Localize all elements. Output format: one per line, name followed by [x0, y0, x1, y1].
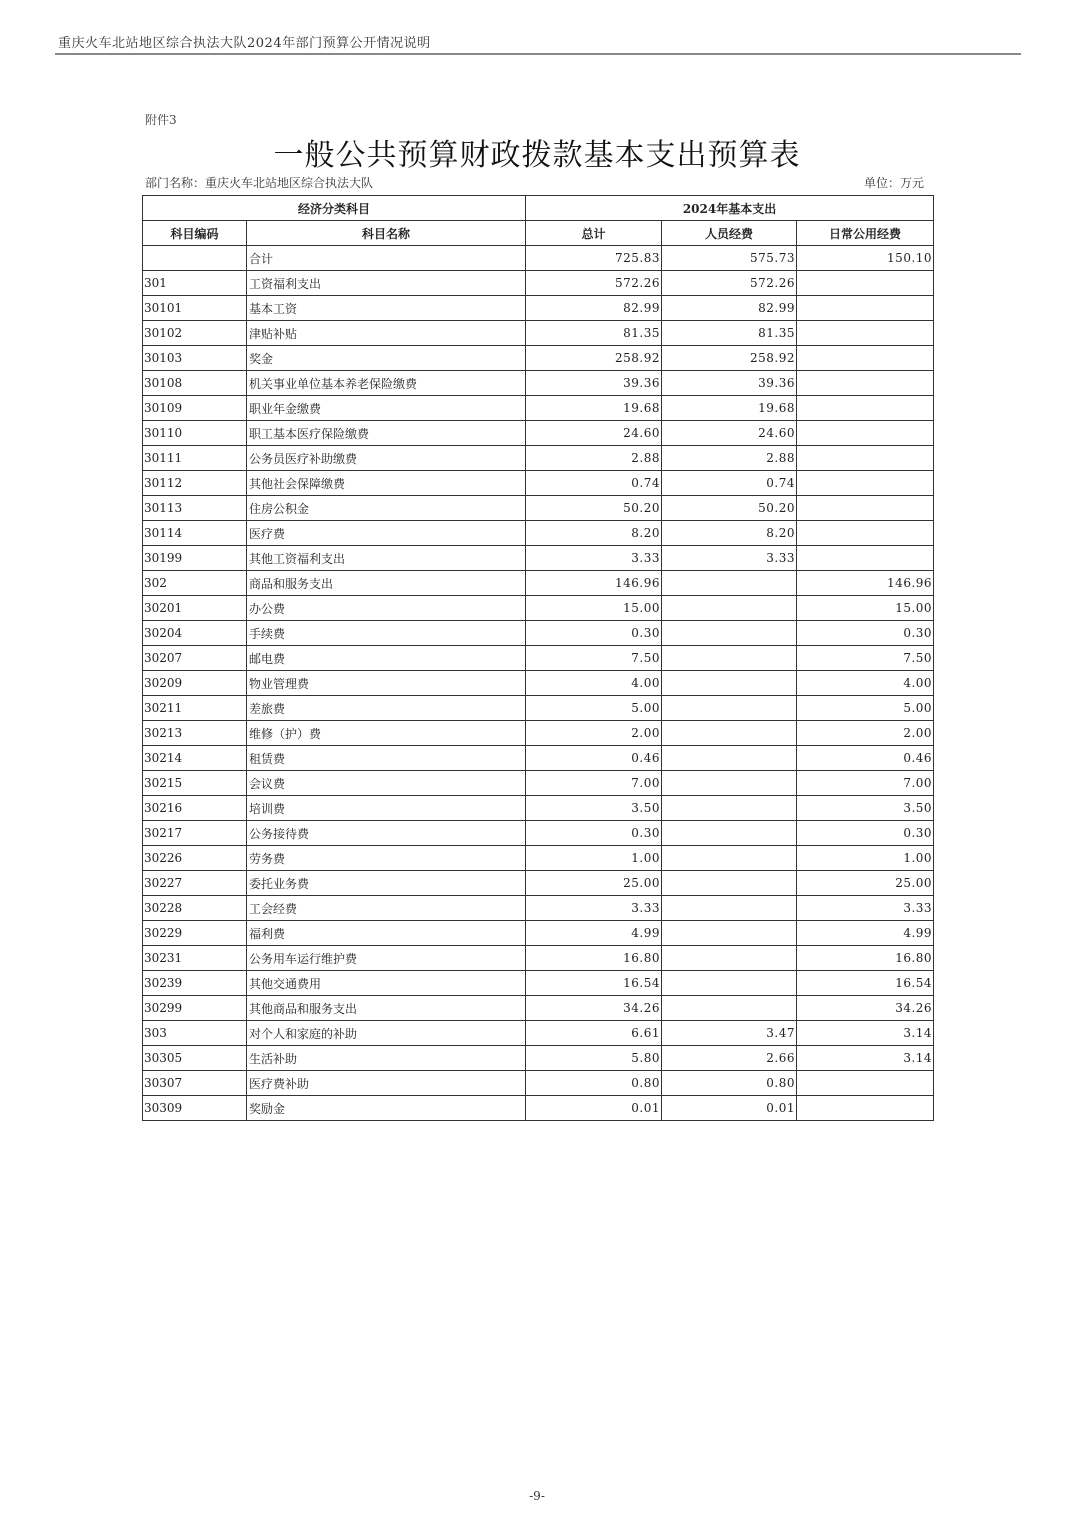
cell-public: 2.00	[797, 721, 934, 746]
cell-code: 30109	[143, 396, 247, 421]
cell-public	[797, 546, 934, 571]
cell-personnel	[662, 796, 797, 821]
cell-name: 奖励金	[247, 1096, 526, 1121]
cell-code: 30227	[143, 871, 247, 896]
table-row	[143, 596, 934, 621]
cell-total: 4.00	[526, 671, 662, 696]
table-row	[143, 621, 934, 646]
cell-total: 5.80	[526, 1046, 662, 1071]
table-row	[143, 246, 934, 271]
cell-total: 6.61	[526, 1021, 662, 1046]
cell-name: 奖金	[247, 346, 526, 371]
cell-personnel: 0.80	[662, 1071, 797, 1096]
cell-public: 4.99	[797, 921, 934, 946]
table-row	[143, 996, 934, 1021]
cell-name: 公务用车运行维护费	[247, 946, 526, 971]
cell-public: 0.46	[797, 746, 934, 771]
cell-code: 30305	[143, 1046, 247, 1071]
cell-personnel	[662, 996, 797, 1021]
cell-personnel: 3.33	[662, 546, 797, 571]
cell-code: 30307	[143, 1071, 247, 1096]
cell-code: 30214	[143, 746, 247, 771]
header-name: 科目名称	[247, 221, 526, 246]
cell-total: 3.50	[526, 796, 662, 821]
cell-code: 30309	[143, 1096, 247, 1121]
table-row	[143, 496, 934, 521]
table-row	[143, 771, 934, 796]
cell-code: 30215	[143, 771, 247, 796]
cell-total: 2.88	[526, 446, 662, 471]
cell-public	[797, 471, 934, 496]
table-row	[143, 521, 934, 546]
cell-name: 工会经费	[247, 896, 526, 921]
cell-code: 30216	[143, 796, 247, 821]
cell-name: 住房公积金	[247, 496, 526, 521]
cell-public: 4.00	[797, 671, 934, 696]
cell-public: 0.30	[797, 621, 934, 646]
table-row	[143, 971, 934, 996]
table-row	[143, 346, 934, 371]
cell-total: 50.20	[526, 496, 662, 521]
cell-personnel	[662, 771, 797, 796]
cell-code: 30217	[143, 821, 247, 846]
cell-name: 机关事业单位基本养老保险缴费	[247, 371, 526, 396]
table-row	[143, 446, 934, 471]
cell-code: 30209	[143, 671, 247, 696]
cell-personnel	[662, 871, 797, 896]
cell-code: 30204	[143, 621, 247, 646]
table-row	[143, 396, 934, 421]
cell-total: 0.01	[526, 1096, 662, 1121]
cell-total: 4.99	[526, 921, 662, 946]
cell-public: 3.14	[797, 1046, 934, 1071]
table-row	[143, 846, 934, 871]
cell-name: 委托业务费	[247, 871, 526, 896]
cell-public	[797, 321, 934, 346]
table-column-header-row	[143, 221, 934, 246]
attachment-label: 附件3	[145, 113, 177, 127]
cell-public: 34.26	[797, 996, 934, 1021]
cell-public: 0.30	[797, 821, 934, 846]
cell-name: 福利费	[247, 921, 526, 946]
cell-total: 39.36	[526, 371, 662, 396]
cell-total: 19.68	[526, 396, 662, 421]
header-code: 科目编码	[143, 221, 247, 246]
cell-personnel: 19.68	[662, 396, 797, 421]
table-row	[143, 646, 934, 671]
cell-name: 其他商品和服务支出	[247, 996, 526, 1021]
cell-public	[797, 1071, 934, 1096]
cell-code: 30112	[143, 471, 247, 496]
cell-public: 150.10	[797, 246, 934, 271]
cell-personnel	[662, 671, 797, 696]
table-row	[143, 871, 934, 896]
table-row	[143, 421, 934, 446]
cell-personnel: 39.36	[662, 371, 797, 396]
header-basic-expenditure: 2024年基本支出	[526, 196, 934, 221]
cell-public: 25.00	[797, 871, 934, 896]
cell-name: 培训费	[247, 796, 526, 821]
cell-name: 物业管理费	[247, 671, 526, 696]
cell-total: 8.20	[526, 521, 662, 546]
table-row	[143, 271, 934, 296]
cell-name: 其他交通费用	[247, 971, 526, 996]
cell-public: 3.33	[797, 896, 934, 921]
table-row	[143, 371, 934, 396]
cell-code: 30228	[143, 896, 247, 921]
cell-total: 7.50	[526, 646, 662, 671]
cell-name: 差旅费	[247, 696, 526, 721]
cell-name: 医疗费补助	[247, 1071, 526, 1096]
cell-code: 30111	[143, 446, 247, 471]
cell-public: 3.50	[797, 796, 934, 821]
cell-total: 82.99	[526, 296, 662, 321]
cell-total: 7.00	[526, 771, 662, 796]
cell-personnel	[662, 821, 797, 846]
cell-name: 医疗费	[247, 521, 526, 546]
cell-total: 24.60	[526, 421, 662, 446]
cell-name: 维修（护）费	[247, 721, 526, 746]
page-number: -9-	[529, 1489, 545, 1503]
header-economic-classification: 经济分类科目	[143, 196, 526, 221]
cell-public	[797, 521, 934, 546]
department-label: 部门名称：重庆火车北站地区综合执法大队	[145, 176, 374, 190]
cell-public	[797, 371, 934, 396]
cell-code: 30201	[143, 596, 247, 621]
cell-total: 16.80	[526, 946, 662, 971]
budget-table	[142, 195, 934, 1121]
table-row	[143, 896, 934, 921]
cell-public: 15.00	[797, 596, 934, 621]
cell-personnel	[662, 746, 797, 771]
table-row	[143, 546, 934, 571]
cell-public: 3.14	[797, 1021, 934, 1046]
cell-total: 0.30	[526, 621, 662, 646]
table-row	[143, 1046, 934, 1071]
table-row	[143, 1071, 934, 1096]
cell-code: 30199	[143, 546, 247, 571]
table-row	[143, 1021, 934, 1046]
cell-total: 1.00	[526, 846, 662, 871]
cell-code: 30213	[143, 721, 247, 746]
table-row	[143, 821, 934, 846]
table-row	[143, 696, 934, 721]
cell-personnel: 572.26	[662, 271, 797, 296]
cell-name: 劳务费	[247, 846, 526, 871]
cell-personnel: 0.74	[662, 471, 797, 496]
table-row	[143, 796, 934, 821]
cell-code: 301	[143, 271, 247, 296]
cell-name: 公务接待费	[247, 821, 526, 846]
cell-total: 146.96	[526, 571, 662, 596]
cell-public: 5.00	[797, 696, 934, 721]
table-group-header-row	[143, 196, 934, 221]
cell-name: 工资福利支出	[247, 271, 526, 296]
cell-personnel	[662, 921, 797, 946]
cell-total: 3.33	[526, 546, 662, 571]
cell-total: 0.74	[526, 471, 662, 496]
cell-total: 572.26	[526, 271, 662, 296]
cell-code: 30229	[143, 921, 247, 946]
cell-public	[797, 346, 934, 371]
cell-personnel: 2.66	[662, 1046, 797, 1071]
cell-code: 30114	[143, 521, 247, 546]
cell-personnel: 82.99	[662, 296, 797, 321]
cell-personnel: 258.92	[662, 346, 797, 371]
cell-name: 其他社会保障缴费	[247, 471, 526, 496]
cell-public: 16.80	[797, 946, 934, 971]
table-body	[143, 246, 934, 1121]
cell-code	[143, 246, 247, 271]
cell-public: 146.96	[797, 571, 934, 596]
cell-name: 手续费	[247, 621, 526, 646]
cell-total: 258.92	[526, 346, 662, 371]
cell-public	[797, 396, 934, 421]
cell-total: 25.00	[526, 871, 662, 896]
cell-code: 30108	[143, 371, 247, 396]
table-row	[143, 296, 934, 321]
cell-total: 15.00	[526, 596, 662, 621]
cell-name: 会议费	[247, 771, 526, 796]
cell-code: 30226	[143, 846, 247, 871]
table-row	[143, 671, 934, 696]
cell-code: 302	[143, 571, 247, 596]
cell-name: 其他工资福利支出	[247, 546, 526, 571]
header-rule	[55, 53, 1021, 55]
cell-name: 办公费	[247, 596, 526, 621]
cell-name: 职工基本医疗保险缴费	[247, 421, 526, 446]
table-row	[143, 1096, 934, 1121]
cell-total: 0.80	[526, 1071, 662, 1096]
table-row	[143, 471, 934, 496]
cell-public: 7.00	[797, 771, 934, 796]
cell-personnel: 8.20	[662, 521, 797, 546]
cell-personnel	[662, 596, 797, 621]
cell-name: 租赁费	[247, 746, 526, 771]
cell-public: 7.50	[797, 646, 934, 671]
cell-name: 基本工资	[247, 296, 526, 321]
cell-code: 30102	[143, 321, 247, 346]
header-public: 日常公用经费	[797, 221, 934, 246]
cell-code: 30103	[143, 346, 247, 371]
cell-public: 1.00	[797, 846, 934, 871]
page-title: 一般公共预算财政拨款基本支出预算表	[273, 138, 801, 173]
cell-code: 30110	[143, 421, 247, 446]
table-row	[143, 571, 934, 596]
table-row	[143, 921, 934, 946]
cell-personnel	[662, 846, 797, 871]
cell-personnel: 2.88	[662, 446, 797, 471]
cell-personnel	[662, 571, 797, 596]
cell-personnel	[662, 971, 797, 996]
cell-personnel	[662, 896, 797, 921]
header-personnel: 人员经费	[662, 221, 797, 246]
cell-total: 16.54	[526, 971, 662, 996]
cell-total: 3.33	[526, 896, 662, 921]
cell-name: 对个人和家庭的补助	[247, 1021, 526, 1046]
running-header: 重庆火车北站地区综合执法大队2024年部门预算公开情况说明	[58, 36, 431, 51]
cell-personnel: 0.01	[662, 1096, 797, 1121]
cell-total: 34.26	[526, 996, 662, 1021]
cell-public	[797, 271, 934, 296]
cell-name: 公务员医疗补助缴费	[247, 446, 526, 471]
cell-code: 30239	[143, 971, 247, 996]
cell-name: 邮电费	[247, 646, 526, 671]
table-row	[143, 746, 934, 771]
cell-code: 30101	[143, 296, 247, 321]
cell-name: 生活补助	[247, 1046, 526, 1071]
cell-code: 30231	[143, 946, 247, 971]
cell-personnel	[662, 646, 797, 671]
cell-public	[797, 296, 934, 321]
cell-personnel: 575.73	[662, 246, 797, 271]
cell-personnel	[662, 621, 797, 646]
table-row	[143, 321, 934, 346]
table-row	[143, 721, 934, 746]
cell-public	[797, 421, 934, 446]
cell-public	[797, 1096, 934, 1121]
cell-public: 16.54	[797, 971, 934, 996]
cell-name: 职业年金缴费	[247, 396, 526, 421]
cell-total: 2.00	[526, 721, 662, 746]
cell-code: 30113	[143, 496, 247, 521]
cell-total: 0.30	[526, 821, 662, 846]
cell-code: 30299	[143, 996, 247, 1021]
cell-personnel: 50.20	[662, 496, 797, 521]
cell-total: 5.00	[526, 696, 662, 721]
cell-personnel: 81.35	[662, 321, 797, 346]
cell-code: 30207	[143, 646, 247, 671]
cell-name: 津贴补贴	[247, 321, 526, 346]
table-row	[143, 946, 934, 971]
cell-personnel: 3.47	[662, 1021, 797, 1046]
cell-total: 725.83	[526, 246, 662, 271]
cell-public	[797, 496, 934, 521]
unit-label: 单位：万元	[864, 176, 925, 190]
cell-personnel	[662, 946, 797, 971]
cell-public	[797, 446, 934, 471]
cell-total: 81.35	[526, 321, 662, 346]
cell-total: 0.46	[526, 746, 662, 771]
cell-name: 商品和服务支出	[247, 571, 526, 596]
cell-code: 30211	[143, 696, 247, 721]
cell-personnel: 24.60	[662, 421, 797, 446]
cell-personnel	[662, 696, 797, 721]
header-total: 总计	[526, 221, 662, 246]
cell-name: 合计	[247, 246, 526, 271]
cell-personnel	[662, 721, 797, 746]
cell-code: 303	[143, 1021, 247, 1046]
